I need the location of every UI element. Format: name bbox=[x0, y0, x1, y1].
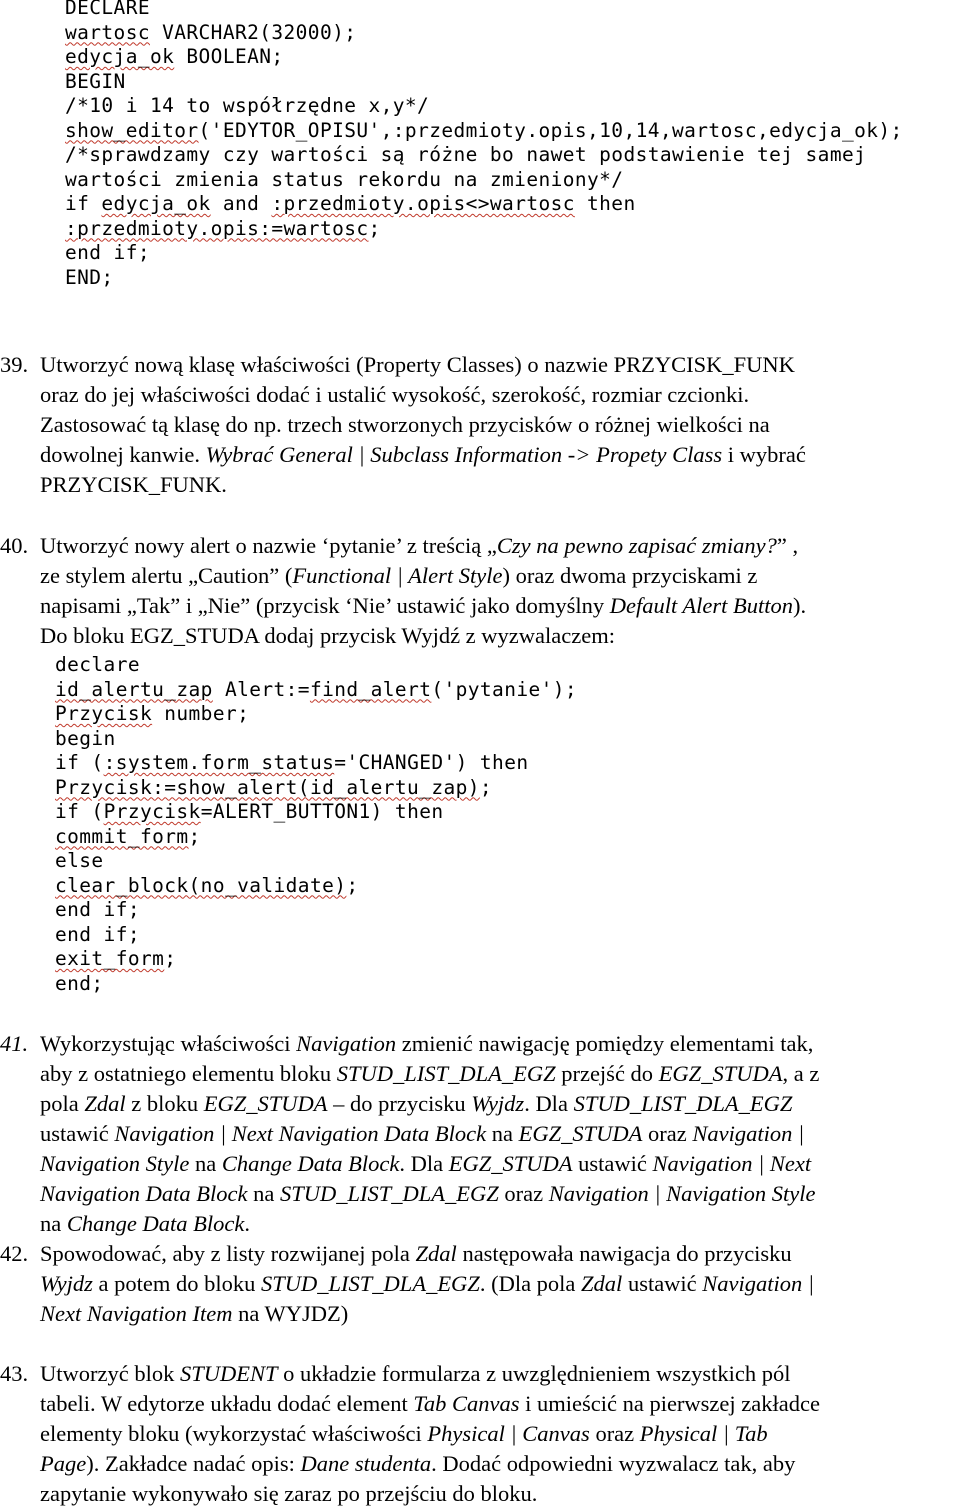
text-segment: ; bbox=[368, 216, 381, 240]
text-segment: ) oraz dwoma przyciskami z bbox=[502, 563, 758, 588]
text-segment: . bbox=[244, 1211, 250, 1236]
text-line bbox=[40, 1029, 952, 1059]
text-segment: ; bbox=[346, 873, 359, 897]
text-segment: VARCHAR2(32000); bbox=[149, 20, 357, 44]
text-segment: zmienić nawigację pomiędzy elementami tak, bbox=[396, 1031, 814, 1056]
text-segment: end if; bbox=[55, 898, 140, 921]
text-segment: oraz bbox=[498, 1181, 549, 1206]
italic-term: STUD_LIST_DLA_EGZ bbox=[261, 1271, 480, 1296]
italic-term: Wyjdz bbox=[40, 1271, 93, 1296]
text-segment: oraz do jej właściwości dodać i ustalić wysokość, szerokość, rozmiar czcionki. bbox=[40, 382, 750, 407]
text-segment: oraz bbox=[642, 1121, 693, 1146]
code-block-2 bbox=[55, 653, 577, 996]
text-segment: PRZYCISK_FUNK. bbox=[40, 472, 227, 497]
text-segment: declare bbox=[55, 653, 140, 676]
text-segment: ze stylem alertu „Caution” ( bbox=[40, 563, 293, 588]
italic-term: EGZ_STUDA bbox=[203, 1091, 328, 1116]
italic-term: Physical | Tab bbox=[639, 1421, 768, 1446]
italic-term: Navigation | bbox=[692, 1121, 805, 1146]
text-line bbox=[55, 898, 577, 923]
italic-term: Dane studenta bbox=[300, 1451, 432, 1476]
text-segment: oraz bbox=[589, 1421, 640, 1446]
italic-term: Physical | Canvas bbox=[427, 1421, 590, 1446]
text-segment: ustawić bbox=[622, 1271, 703, 1296]
italic-term: Navigation | Navigation Style bbox=[548, 1181, 816, 1206]
text-segment: number; bbox=[152, 702, 250, 725]
text-segment: ” , bbox=[776, 533, 799, 558]
text-line bbox=[65, 70, 903, 95]
text-line bbox=[65, 192, 903, 217]
spellcheck-underlined-token: Przycisk bbox=[103, 800, 201, 823]
italic-term: Navigation bbox=[296, 1031, 397, 1056]
italic-term: Navigation Data Block bbox=[40, 1181, 248, 1206]
text-segment: na bbox=[189, 1151, 222, 1176]
text-line bbox=[40, 1239, 952, 1269]
text-line bbox=[65, 266, 903, 291]
text-segment: BEGIN bbox=[65, 69, 126, 93]
text-segment: tabeli. W edytorze układu dodać element bbox=[40, 1391, 414, 1416]
text-segment: ='CHANGED') then bbox=[334, 751, 529, 774]
italic-term: Navigation | Next bbox=[652, 1151, 812, 1176]
text-line bbox=[40, 1089, 952, 1119]
text-line bbox=[40, 561, 952, 591]
text-line bbox=[55, 702, 577, 727]
spellcheck-underlined-token: wartosc bbox=[65, 20, 150, 44]
text-line bbox=[40, 1269, 952, 1299]
text-segment: i umieścić na pierwszej zakładce bbox=[519, 1391, 820, 1416]
spellcheck-underlined-token: Przycisk bbox=[55, 702, 153, 725]
text-segment: na WYJDZ) bbox=[232, 1301, 349, 1326]
text-line bbox=[40, 1389, 952, 1419]
italic-term: Page bbox=[40, 1451, 87, 1476]
text-segment: ustawić bbox=[40, 1121, 115, 1146]
italic-term: STUD_LIST_DLA_EGZ bbox=[279, 1181, 499, 1206]
text-segment: na bbox=[40, 1211, 67, 1236]
text-segment: Utworzyć nową klasę właściwości (Property Classes) o nazwie PRZYCISK_FUNK bbox=[40, 352, 795, 377]
text-segment: end if; bbox=[55, 922, 140, 946]
text-segment: . Dla bbox=[399, 1151, 449, 1176]
text-segment: – do przycisku bbox=[327, 1091, 472, 1116]
text-segment: z bloku bbox=[125, 1091, 204, 1116]
text-line bbox=[65, 143, 903, 168]
spellcheck-underlined-token: :przedmioty.opis:=wartosc bbox=[65, 216, 369, 240]
text-segment: =ALERT_BUTTON1) then bbox=[200, 800, 444, 823]
text-line bbox=[40, 621, 952, 651]
spellcheck-underlined-token: edycja_ok bbox=[101, 192, 211, 215]
item-40-number: 40. bbox=[0, 533, 29, 558]
text-segment: then bbox=[574, 192, 636, 215]
italic-term: EGZ_STUDA bbox=[448, 1151, 573, 1176]
spellcheck-underlined-token: clear_block(no_validate) bbox=[55, 873, 347, 897]
text-line bbox=[40, 440, 952, 470]
text-segment: DECLARE bbox=[65, 0, 150, 19]
italic-term: Tab Canvas bbox=[413, 1391, 520, 1416]
italic-term: Change Data Block bbox=[66, 1211, 245, 1236]
text-line bbox=[40, 531, 952, 561]
text-line bbox=[40, 1359, 952, 1389]
text-segment: elementy bloku (wykorzystać właściwości bbox=[40, 1421, 428, 1446]
text-line bbox=[55, 678, 577, 703]
text-segment: wartości zmienia status rekordu na zmieniony*/ bbox=[65, 167, 624, 191]
text-line bbox=[65, 21, 903, 46]
text-line bbox=[65, 45, 903, 70]
item-42-text bbox=[40, 1239, 952, 1329]
text-segment: if bbox=[65, 192, 102, 215]
text-line bbox=[40, 380, 952, 410]
italic-term: Zdal bbox=[581, 1271, 623, 1296]
text-line bbox=[40, 1179, 952, 1209]
text-line bbox=[55, 825, 577, 850]
item-41-number: 41. bbox=[0, 1031, 29, 1056]
text-segment: else bbox=[55, 849, 104, 872]
text-segment: ('pytanie'); bbox=[431, 677, 578, 701]
italic-term: Zdal bbox=[415, 1241, 457, 1266]
spellcheck-underlined-token: Przycisk:=show_alert(id_alertu_zap) bbox=[55, 775, 480, 799]
text-segment: END; bbox=[65, 265, 114, 289]
text-segment: aby z ostatniego elementu bloku bbox=[40, 1061, 337, 1086]
text-segment: ; bbox=[164, 947, 177, 970]
text-line bbox=[65, 119, 903, 144]
text-line bbox=[55, 727, 577, 752]
item-42-number: 42. bbox=[0, 1241, 29, 1266]
text-line bbox=[40, 410, 952, 440]
italic-term: STUD_LIST_DLA_EGZ bbox=[336, 1061, 556, 1086]
text-line bbox=[55, 800, 577, 825]
spellcheck-underlined-token: :przedmioty.opis<>wartosc bbox=[271, 192, 575, 215]
text-segment: if ( bbox=[55, 751, 104, 774]
text-line bbox=[55, 923, 577, 948]
italic-term: Navigation | bbox=[702, 1271, 815, 1296]
text-segment: BOOLEAN; bbox=[174, 45, 284, 68]
spellcheck-underlined-token: show_editor bbox=[65, 118, 199, 142]
text-line bbox=[65, 0, 903, 21]
text-segment: a potem do bloku bbox=[92, 1271, 262, 1296]
italic-term: Navigation | Next Navigation Data Block bbox=[114, 1121, 487, 1146]
text-line bbox=[40, 1119, 952, 1149]
text-line bbox=[55, 947, 577, 972]
text-segment: Utworzyć blok bbox=[40, 1361, 180, 1386]
item-41-text bbox=[40, 1029, 952, 1239]
text-segment: and bbox=[210, 192, 272, 215]
text-segment: Zastosować tą klasę do np. trzech stworzonych przycisków o różnej wielkości na bbox=[40, 412, 770, 437]
text-segment: ). bbox=[793, 593, 807, 618]
text-segment: end if; bbox=[65, 241, 150, 264]
text-segment: , a z bbox=[782, 1061, 820, 1086]
spellcheck-underlined-token: find_alert bbox=[309, 677, 432, 701]
text-segment: napisami „Tak” i „Nie” (przycisk ‘Nie’ ustawić jako domyślny bbox=[40, 593, 610, 618]
text-line bbox=[40, 1419, 952, 1449]
text-line bbox=[55, 776, 577, 801]
italic-term: Zdal bbox=[84, 1091, 126, 1116]
text-segment: . Dodać odpowiedni wyzwalacz tak, aby bbox=[431, 1451, 796, 1476]
text-segment: Utworzyć nowy alert o nazwie ‘pytanie’ z treścią „ bbox=[40, 533, 497, 558]
spellcheck-underlined-token: commit_form bbox=[55, 824, 189, 848]
text-line bbox=[40, 1479, 952, 1509]
spellcheck-underlined-token: id_alertu_zap bbox=[55, 677, 213, 701]
text-line bbox=[65, 168, 903, 193]
text-segment: ). Zakładce nadać opis: bbox=[86, 1451, 301, 1476]
text-line bbox=[40, 1449, 952, 1479]
text-segment: na bbox=[486, 1121, 519, 1146]
text-segment: dowolnej kanwie. bbox=[40, 442, 206, 467]
text-segment: Wykorzystując właściwości bbox=[40, 1031, 297, 1056]
text-segment: ustawić bbox=[572, 1151, 653, 1176]
text-line bbox=[40, 1299, 952, 1329]
text-segment: pola bbox=[40, 1091, 85, 1116]
text-segment: i wybrać bbox=[722, 442, 806, 467]
italic-term: STUD_LIST_DLA_EGZ bbox=[573, 1091, 793, 1116]
text-segment: /*sprawdzamy czy wartości są różne bo nawet podstawienie tej samej bbox=[65, 143, 867, 166]
text-line bbox=[40, 350, 952, 380]
text-segment: end; bbox=[55, 971, 104, 995]
italic-term: Navigation Style bbox=[40, 1151, 190, 1176]
text-segment: zapytanie wykonywało się zaraz po przejściu do bloku. bbox=[40, 1481, 538, 1506]
italic-term: Default Alert Button bbox=[609, 593, 794, 618]
text-segment: if ( bbox=[55, 800, 104, 823]
item-43-number: 43. bbox=[0, 1361, 29, 1386]
italic-term: EGZ_STUDA bbox=[658, 1061, 783, 1086]
text-segment: Alert:= bbox=[212, 677, 310, 701]
item-43-text bbox=[40, 1359, 952, 1509]
text-line bbox=[40, 1149, 952, 1179]
text-segment: ('EDYTOR_OPISU',:przedmioty.opis,10,14,wartosc,edycja_ok); bbox=[198, 118, 903, 142]
italic-term: Wyjdz bbox=[471, 1091, 525, 1116]
code-block-1 bbox=[65, 0, 903, 290]
item-39-text bbox=[40, 350, 952, 500]
text-line bbox=[40, 1059, 952, 1089]
text-segment: na bbox=[247, 1181, 280, 1206]
italic-term: STUDENT bbox=[179, 1361, 278, 1386]
spellcheck-underlined-token: :system.form_status bbox=[103, 751, 335, 774]
text-line bbox=[55, 849, 577, 874]
text-line bbox=[55, 874, 577, 899]
italic-term: Functional | Alert Style bbox=[292, 563, 503, 588]
text-line bbox=[55, 972, 577, 997]
text-segment: przejść do bbox=[555, 1061, 659, 1086]
text-line bbox=[65, 241, 903, 266]
text-segment: Do bloku EGZ_STUDA dodaj przycisk Wyjdź z wyzwalaczem: bbox=[40, 623, 615, 648]
text-line bbox=[55, 751, 577, 776]
text-segment: następowała nawigacja do przycisku bbox=[456, 1241, 792, 1266]
spellcheck-underlined-token: exit_form bbox=[55, 947, 165, 970]
text-segment: ; bbox=[188, 824, 201, 848]
italic-term: EGZ_STUDA bbox=[518, 1121, 643, 1146]
spellcheck-underlined-token: edycja_ok bbox=[65, 45, 175, 68]
italic-term: Next Navigation Item bbox=[40, 1301, 233, 1326]
text-line bbox=[40, 591, 952, 621]
italic-term: Czy na pewno zapisać zmiany? bbox=[496, 533, 777, 558]
text-segment: begin bbox=[55, 726, 116, 750]
item-39-number: 39. bbox=[0, 352, 29, 377]
text-segment: ; bbox=[479, 775, 493, 799]
text-line bbox=[55, 653, 577, 678]
italic-term: Wybrać General | Subclass Information -> Propety Class bbox=[205, 442, 723, 467]
text-segment: . (Dla pola bbox=[479, 1271, 582, 1296]
text-line bbox=[65, 94, 903, 119]
item-40-text bbox=[40, 531, 952, 651]
italic-term: Change Data Block bbox=[221, 1151, 400, 1176]
text-line bbox=[65, 217, 903, 242]
text-segment: /*10 i 14 to współrzędne x,y*/ bbox=[65, 94, 430, 117]
text-segment: . Dla bbox=[524, 1091, 574, 1116]
text-line bbox=[40, 1209, 952, 1239]
text-segment: o układzie formularza z uwzględnieniem wszystkich pól bbox=[277, 1361, 791, 1386]
text-segment: Spowodować, aby z listy rozwijanej pola bbox=[40, 1241, 416, 1266]
text-line bbox=[40, 470, 952, 500]
